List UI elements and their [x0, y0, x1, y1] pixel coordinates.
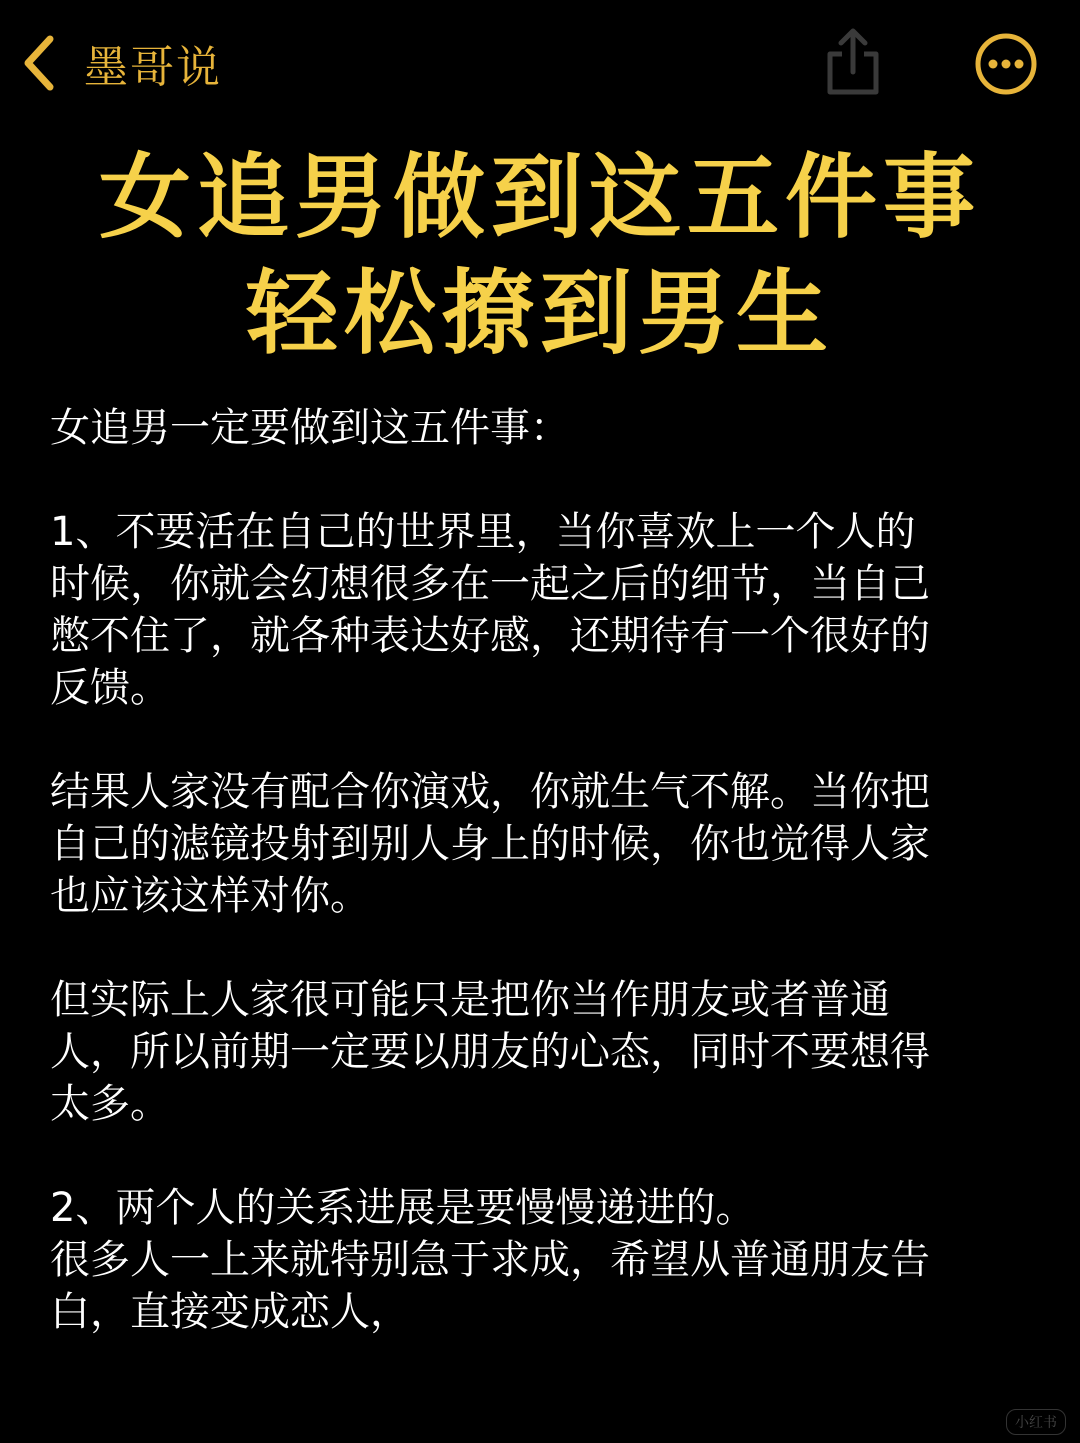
body-line: 太多。: [50, 1081, 170, 1127]
share-icon: [822, 26, 884, 98]
body-line: 1、不要活在自己的世界里，当你喜欢上一个人的: [50, 509, 916, 555]
body-line: 人，所以前期一定要以朋友的心态，同时不要想得: [50, 1029, 930, 1075]
paragraph-gap: [50, 714, 1020, 766]
body-line: 时候，你就会幻想很多在一起之后的细节，当自己: [50, 561, 930, 607]
body-line: 但实际上人家很可能只是把你当作朋友或者普通: [50, 977, 890, 1023]
note-headline: [0, 140, 1080, 372]
account-name[interactable]: 墨哥说: [84, 42, 222, 93]
more-dots-icon: [974, 32, 1038, 96]
body-line: 结果人家没有配合你演戏，你就生气不解。当你把: [50, 769, 930, 815]
paragraph-gap: [50, 454, 1020, 506]
body-line: 2、两个人的关系进展是要慢慢递进的。: [50, 1185, 756, 1231]
paragraph-gap: [50, 922, 1020, 974]
body-line: 白，直接变成恋人，: [50, 1289, 410, 1335]
watermark-logo: 小红书: [1006, 1409, 1066, 1435]
share-button[interactable]: [822, 26, 884, 98]
headline-line-2: 轻松撩到男生: [245, 260, 834, 367]
body-line: 也应该这样对你。: [50, 873, 370, 919]
article-body: [50, 402, 1020, 1338]
body-line: 憋不住了，就各种表达好感，还期待有一个很好的: [50, 613, 930, 659]
chevron-left-icon: [22, 33, 56, 93]
body-line: 反馈。: [50, 665, 170, 711]
paragraph-gap: [50, 1130, 1020, 1182]
more-options-button[interactable]: [974, 32, 1038, 96]
headline-line-1: 女追男做到这五件事: [98, 144, 981, 251]
top-nav-bar: [0, 0, 1080, 130]
body-line: 女追男一定要做到这五件事：: [50, 405, 570, 451]
body-line: 很多人一上来就特别急于求成，希望从普通朋友告: [50, 1237, 930, 1283]
back-button[interactable]: [22, 30, 222, 96]
body-line: 自己的滤镜投射到别人身上的时候，你也觉得人家: [50, 821, 930, 867]
